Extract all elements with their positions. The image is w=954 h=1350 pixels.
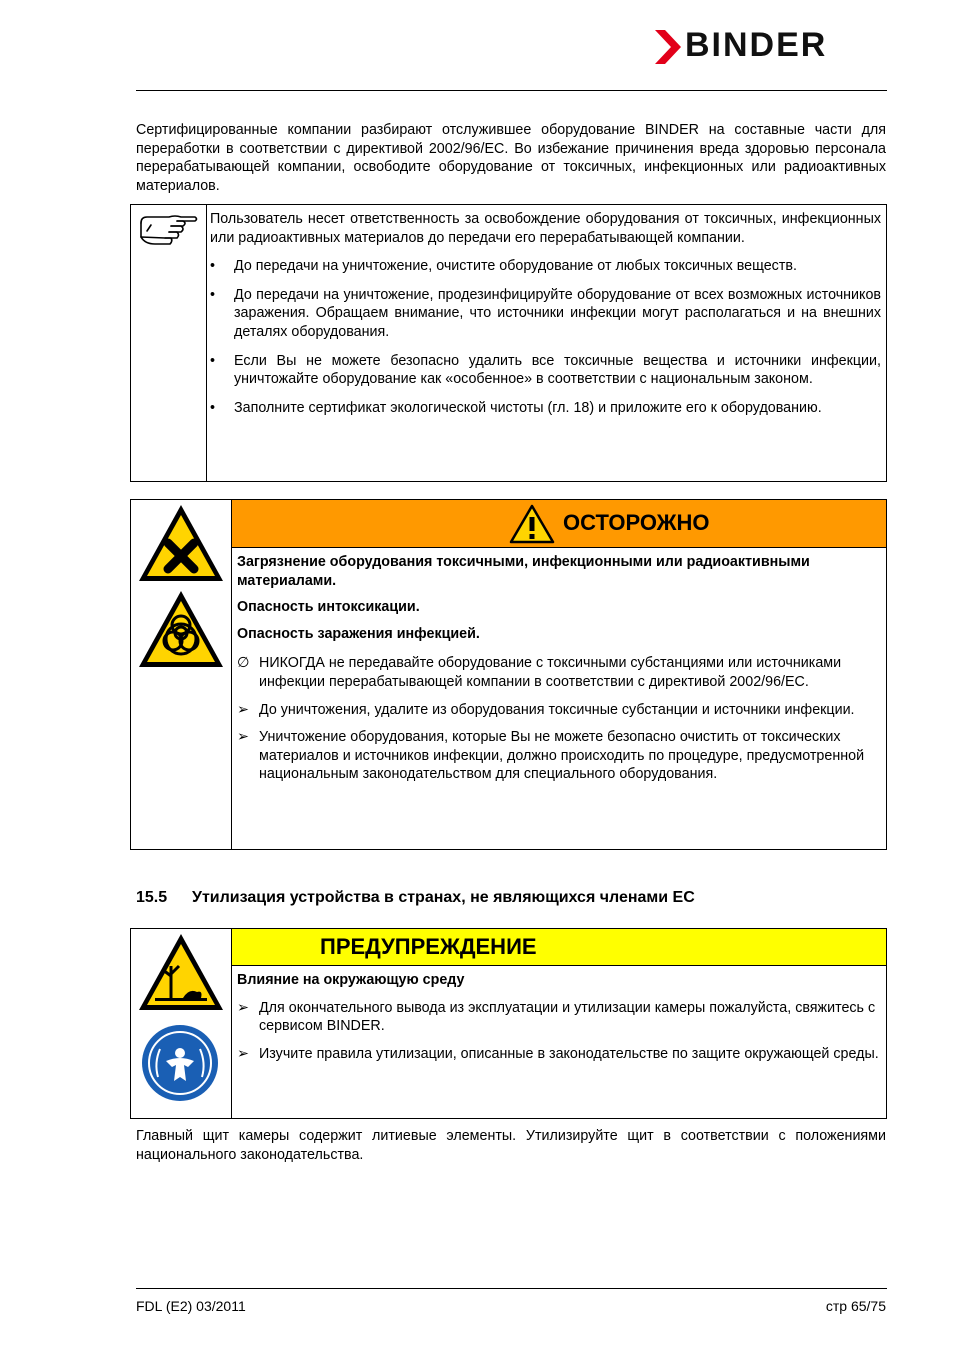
section-heading [136, 889, 695, 907]
biohazard-icon [137, 589, 225, 669]
caution-box [130, 499, 887, 850]
list-item: ➢ Уничтожение оборудования, которые Вы не можете безопасно очистить от токсических материалов и источников инфекции, должно происходить по процедуре, предусмотренной национальным законодательством для специального оборудования. [237, 729, 865, 783]
page-number: стр 65/75 [825, 1298, 886, 1314]
section-number: 15.5 [136, 889, 168, 906]
arrow-bullet-icon: ➢ [237, 729, 249, 746]
list-item: ➢ Изучите правила утилизации, описанные в законодательстве по защите окружающей среды. [237, 1045, 879, 1062]
note-content [210, 210, 881, 427]
brand-name: BINDER [685, 26, 828, 64]
note-bullet-list [210, 257, 881, 417]
closing-paragraph: Главный щит камеры содержит литиевые элементы. Утилизируйте щит в соответствии с положениями национального законодательства. [136, 1128, 886, 1163]
bullet-icon: • [210, 258, 216, 275]
document-id: FDL (E2) 03/2011 [136, 1298, 246, 1314]
environment-hazard-icon [137, 932, 225, 1012]
footer-divider [136, 1288, 887, 1289]
list-item: • Если Вы не можете безопасно удалить все токсичные вещества и источники инфекции, уничтожайте оборудование как «особенное» в соответствии с национальным законом. [210, 352, 881, 388]
caution-header [232, 500, 886, 548]
binder-logo-mark-icon [655, 30, 681, 64]
header-divider [136, 90, 887, 91]
pointing-hand-icon [137, 211, 199, 251]
environment-impact: Влияние на окружающую среду [237, 972, 465, 988]
caution-icon-column [131, 500, 232, 849]
note-box [130, 204, 887, 482]
warning-header [232, 929, 886, 966]
hazard-infection: Опасность заражения инфекцией. [237, 625, 480, 642]
warning-triangle-icon [509, 504, 555, 544]
hazard-intoxication: Опасность интоксикации. [237, 599, 420, 616]
arrow-bullet-icon: ➢ [237, 1045, 249, 1062]
note-icon-cell [131, 205, 207, 481]
hazard-description: Загрязнение оборудования токсичными, инфекционными или радиоактивными материалами. [237, 554, 810, 589]
section-title: Утилизация устройства в странах, не являющихся членами EC [192, 889, 695, 906]
bullet-icon: • [210, 352, 216, 369]
caution-title: ОСТОРОЖНО [563, 510, 710, 535]
list-item: ➢ До уничтожения, удалите из оборудования токсичные субстанции и источники инфекции. [237, 701, 855, 718]
arrow-bullet-icon: ➢ [237, 999, 249, 1016]
warning-icon-column [131, 929, 232, 1118]
bullet-icon: • [210, 286, 216, 303]
bullet-icon: • [210, 399, 216, 416]
caution-content [237, 553, 880, 793]
prohibition-icon: ∅ [237, 655, 250, 672]
list-item: ∅ НИКОГДА не передавайте оборудование с токсичными субстанциями или источниками инфекции перерабатывающей компании в соответствии с директивой 2002/96/EC. [237, 655, 842, 690]
note-intro: Пользователь несет ответственность за освобождение оборудования от токсичных, инфекционных или радиоактивных материалов до передачи его перерабатывающей компании. [210, 211, 881, 246]
list-item: • До передачи на уничтожение, очистите оборудование от любых токсичных веществ. [210, 258, 797, 275]
binder-logo [655, 28, 887, 64]
harmful-substance-icon [137, 503, 225, 583]
list-item: • Заполните сертификат экологической чистоты (гл. 18) и приложите его к оборудованию. [210, 399, 822, 416]
list-item: • До передачи на уничтожение, продезинфицируйте оборудование от всех возможных источников заражения. Обращаем внимание, что источники инфекции могут располагаться и на внешних деталях оборудования. [210, 286, 881, 340]
intro-paragraph: Сертифицированные компании разбирают отслужившее оборудование BINDER на составные части для переработки в соответствии с директивой 2002/96/EC. Во избежание причинения вреда здоровью персонала перерабатывающей компании, освободите оборудование от токсичных, инфекционных или радиоактивных материалов. [136, 122, 886, 194]
warning-title: ПРЕДУПРЕЖДЕНИЕ [320, 934, 537, 959]
warning-content [237, 971, 880, 1072]
warning-box [130, 928, 887, 1119]
arrow-bullet-icon: ➢ [237, 701, 249, 718]
list-item: ➢ Для окончательного вывода из эксплуатации и утилизации камеры пожалуйста, свяжитесь с сервисом BINDER. [237, 999, 876, 1035]
environment-protection-icon [140, 1023, 220, 1103]
